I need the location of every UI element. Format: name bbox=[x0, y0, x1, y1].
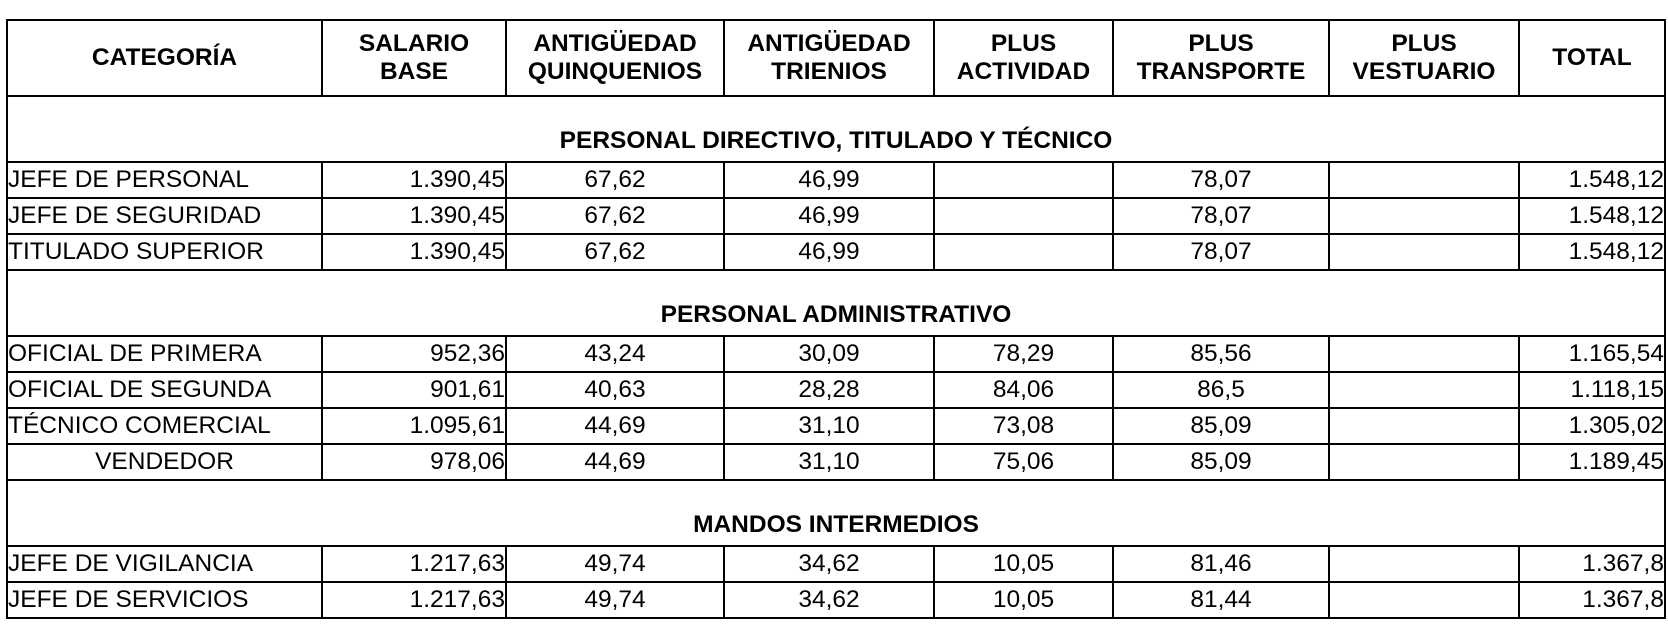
section-title: PERSONAL DIRECTIVO, TITULADO Y TÉCNICO bbox=[7, 96, 1665, 162]
cell-plus-actividad: 73,08 bbox=[934, 408, 1113, 444]
cell-total: 1.367,8 bbox=[1519, 546, 1665, 582]
cell-plus-transporte: 78,07 bbox=[1113, 234, 1329, 270]
table-row bbox=[7, 372, 1665, 408]
cell-plus-transporte: 78,07 bbox=[1113, 198, 1329, 234]
cell-antiguedad-trienios: 34,62 bbox=[724, 546, 934, 582]
cell-salario-base: 1.217,63 bbox=[322, 582, 506, 618]
cell-salario-base: 1.390,45 bbox=[322, 198, 506, 234]
table-body bbox=[7, 96, 1665, 618]
header-row bbox=[7, 20, 1665, 96]
cell-antiguedad-trienios: 46,99 bbox=[724, 198, 934, 234]
cell-plus-transporte: 78,07 bbox=[1113, 162, 1329, 198]
header-antiguedad-trienios: ANTIGÜEDAD TRIENIOS bbox=[724, 20, 934, 96]
cell-antiguedad-quinquenios: 67,62 bbox=[506, 234, 724, 270]
header-plus-vestuario: PLUS VESTUARIO bbox=[1329, 20, 1519, 96]
section-title: PERSONAL ADMINISTRATIVO bbox=[7, 270, 1665, 336]
header-categoria: CATEGORÍA bbox=[7, 20, 322, 96]
cell-total: 1.189,45 bbox=[1519, 444, 1665, 480]
cell-categoria: JEFE DE SERVICIOS bbox=[7, 582, 322, 618]
cell-total: 1.548,12 bbox=[1519, 198, 1665, 234]
cell-plus-actividad: 10,05 bbox=[934, 546, 1113, 582]
cell-plus-actividad bbox=[934, 162, 1113, 198]
cell-plus-transporte: 81,46 bbox=[1113, 546, 1329, 582]
cell-antiguedad-quinquenios: 40,63 bbox=[506, 372, 724, 408]
cell-total: 1.165,54 bbox=[1519, 336, 1665, 372]
cell-antiguedad-quinquenios: 44,69 bbox=[506, 408, 724, 444]
cell-salario-base: 1.390,45 bbox=[322, 234, 506, 270]
salary-table bbox=[6, 19, 1666, 619]
section-header-row bbox=[7, 480, 1665, 546]
cell-plus-vestuario bbox=[1329, 582, 1519, 618]
header-total: TOTAL bbox=[1519, 20, 1665, 96]
section-header-row bbox=[7, 270, 1665, 336]
table-row bbox=[7, 198, 1665, 234]
cell-plus-vestuario bbox=[1329, 234, 1519, 270]
cell-categoria: JEFE DE PERSONAL bbox=[7, 162, 322, 198]
cell-plus-actividad: 10,05 bbox=[934, 582, 1113, 618]
cell-categoria: OFICIAL DE SEGUNDA bbox=[7, 372, 322, 408]
cell-antiguedad-trienios: 34,62 bbox=[724, 582, 934, 618]
header-salario-base: SALARIO BASE bbox=[322, 20, 506, 96]
section-title: MANDOS INTERMEDIOS bbox=[7, 480, 1665, 546]
cell-salario-base: 1.390,45 bbox=[322, 162, 506, 198]
cell-categoria: VENDEDOR bbox=[7, 444, 322, 480]
cell-salario-base: 1.095,61 bbox=[322, 408, 506, 444]
cell-antiguedad-quinquenios: 44,69 bbox=[506, 444, 724, 480]
table-row bbox=[7, 234, 1665, 270]
cell-salario-base: 978,06 bbox=[322, 444, 506, 480]
table-row bbox=[7, 546, 1665, 582]
cell-plus-actividad bbox=[934, 198, 1113, 234]
header-plus-transporte: PLUS TRANSPORTE bbox=[1113, 20, 1329, 96]
cell-antiguedad-trienios: 31,10 bbox=[724, 444, 934, 480]
cell-plus-actividad: 84,06 bbox=[934, 372, 1113, 408]
cell-categoria: OFICIAL DE PRIMERA bbox=[7, 336, 322, 372]
cell-antiguedad-quinquenios: 49,74 bbox=[506, 546, 724, 582]
cell-antiguedad-quinquenios: 67,62 bbox=[506, 198, 724, 234]
cell-salario-base: 901,61 bbox=[322, 372, 506, 408]
table-row bbox=[7, 582, 1665, 618]
cell-plus-vestuario bbox=[1329, 546, 1519, 582]
cell-total: 1.367,8 bbox=[1519, 582, 1665, 618]
cell-plus-actividad: 78,29 bbox=[934, 336, 1113, 372]
header-antiguedad-quinquenios: ANTIGÜEDAD QUINQUENIOS bbox=[506, 20, 724, 96]
cell-plus-actividad bbox=[934, 234, 1113, 270]
cell-plus-transporte: 85,09 bbox=[1113, 408, 1329, 444]
cell-plus-vestuario bbox=[1329, 372, 1519, 408]
cell-antiguedad-quinquenios: 67,62 bbox=[506, 162, 724, 198]
cell-antiguedad-trienios: 46,99 bbox=[724, 234, 934, 270]
cell-plus-transporte: 86,5 bbox=[1113, 372, 1329, 408]
cell-plus-vestuario bbox=[1329, 336, 1519, 372]
cell-total: 1.118,15 bbox=[1519, 372, 1665, 408]
cell-antiguedad-trienios: 31,10 bbox=[724, 408, 934, 444]
cell-plus-transporte: 81,44 bbox=[1113, 582, 1329, 618]
table-row bbox=[7, 336, 1665, 372]
cell-plus-vestuario bbox=[1329, 444, 1519, 480]
cell-plus-vestuario bbox=[1329, 408, 1519, 444]
table-row bbox=[7, 162, 1665, 198]
cell-plus-transporte: 85,09 bbox=[1113, 444, 1329, 480]
cell-categoria: TÉCNICO COMERCIAL bbox=[7, 408, 322, 444]
cell-total: 1.548,12 bbox=[1519, 162, 1665, 198]
cell-plus-vestuario bbox=[1329, 162, 1519, 198]
cell-categoria: JEFE DE VIGILANCIA bbox=[7, 546, 322, 582]
cell-antiguedad-trienios: 46,99 bbox=[724, 162, 934, 198]
header-plus-actividad: PLUS ACTIVIDAD bbox=[934, 20, 1113, 96]
cell-antiguedad-trienios: 28,28 bbox=[724, 372, 934, 408]
cell-salario-base: 952,36 bbox=[322, 336, 506, 372]
cell-antiguedad-trienios: 30,09 bbox=[724, 336, 934, 372]
cell-categoria: JEFE DE SEGURIDAD bbox=[7, 198, 322, 234]
table-row bbox=[7, 408, 1665, 444]
table-row bbox=[7, 444, 1665, 480]
cell-categoria: TITULADO SUPERIOR bbox=[7, 234, 322, 270]
section-header-row bbox=[7, 96, 1665, 162]
cell-plus-actividad: 75,06 bbox=[934, 444, 1113, 480]
cell-salario-base: 1.217,63 bbox=[322, 546, 506, 582]
cell-total: 1.305,02 bbox=[1519, 408, 1665, 444]
cell-total: 1.548,12 bbox=[1519, 234, 1665, 270]
cell-plus-transporte: 85,56 bbox=[1113, 336, 1329, 372]
cell-plus-vestuario bbox=[1329, 198, 1519, 234]
cell-antiguedad-quinquenios: 49,74 bbox=[506, 582, 724, 618]
cell-antiguedad-quinquenios: 43,24 bbox=[506, 336, 724, 372]
